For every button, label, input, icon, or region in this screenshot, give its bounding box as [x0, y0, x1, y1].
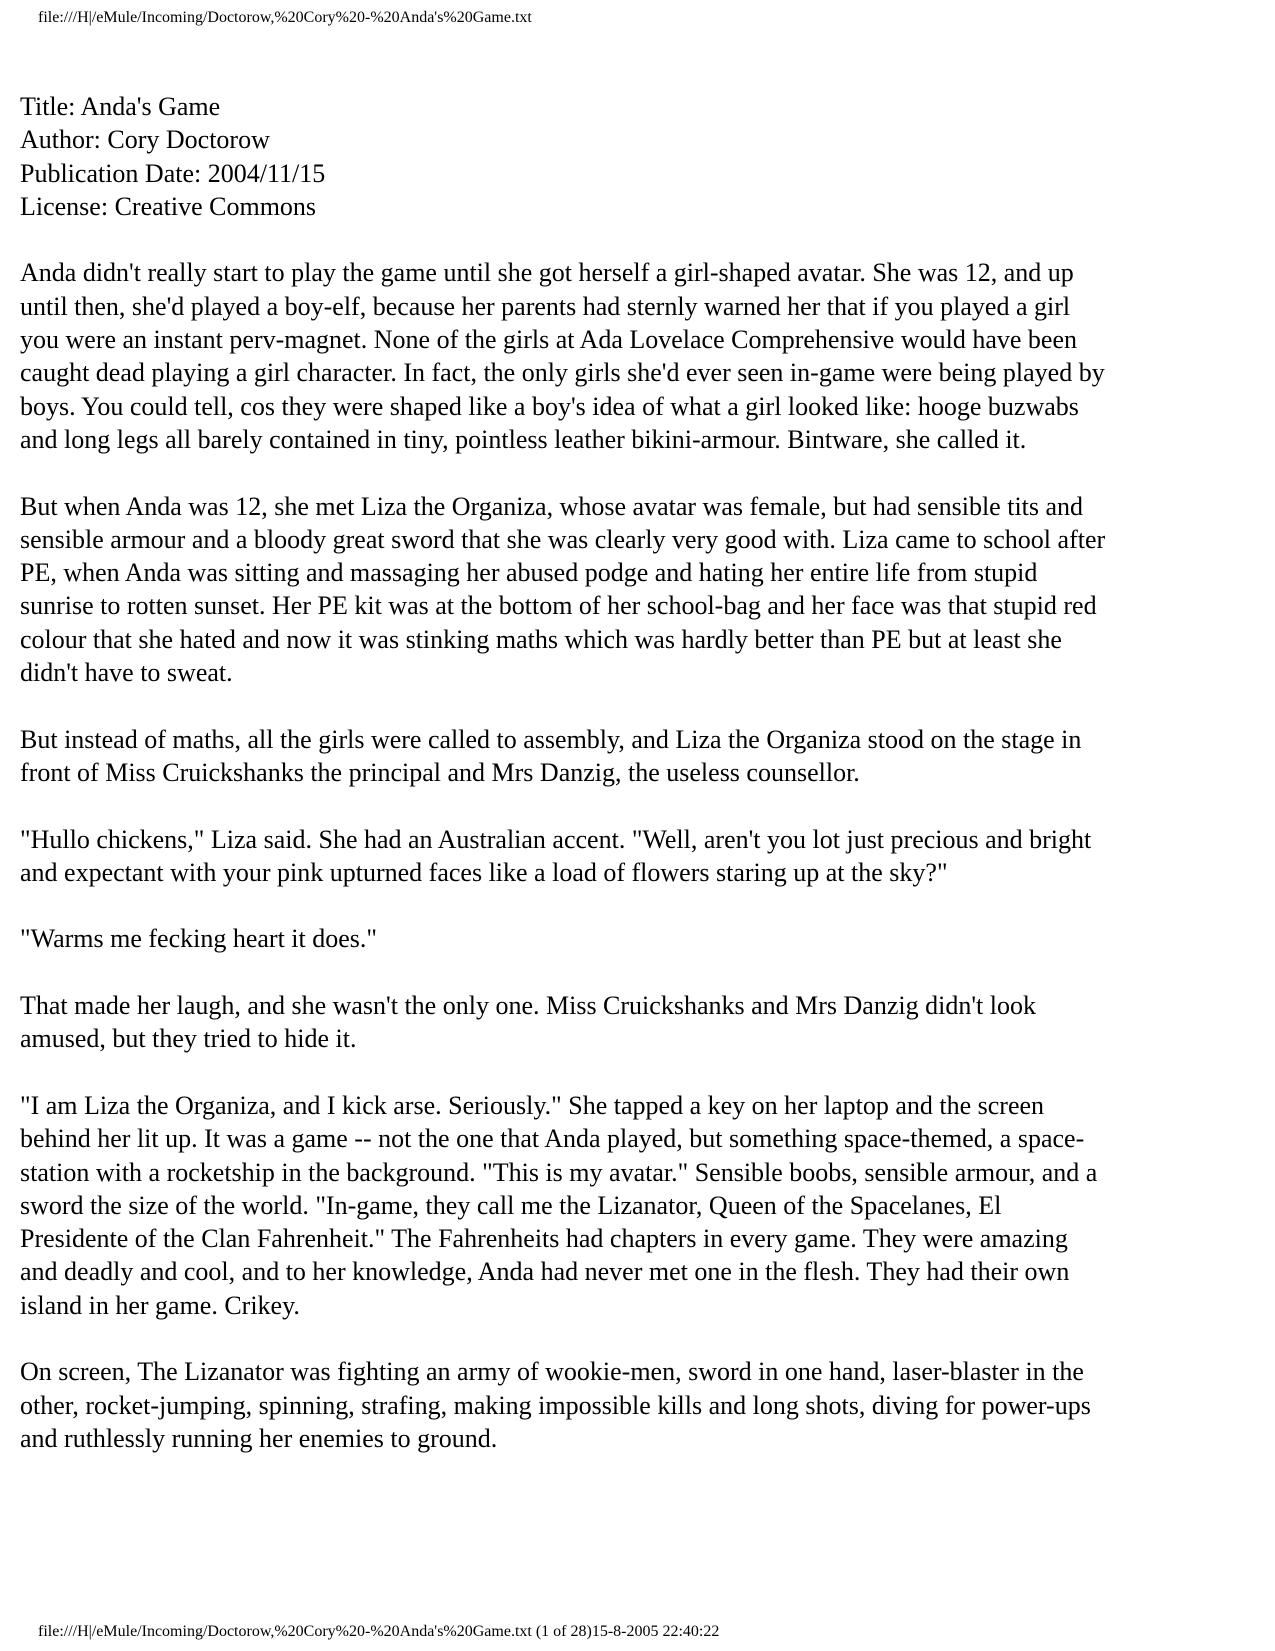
paragraph-line: didn't have to sweat.: [20, 658, 233, 688]
story-paragraph: [20, 989, 1255, 1056]
paragraph-line: colour that she hated and now it was stinking maths which was hardly better than PE but at least she: [20, 624, 1062, 654]
story-paragraph: [20, 490, 1255, 690]
paragraph-line: But when Anda was 12, she met Liza the Organiza, whose avatar was female, but had sensible tits and: [20, 491, 1084, 521]
document-body: [20, 90, 1255, 1488]
document-title: Title: Anda's Game: [20, 92, 221, 121]
paragraph-line: Anda didn't really start to play the game until she got herself a girl-shaped avatar. She was 12, and up: [20, 258, 1074, 288]
paragraph-line: island in her game. Crikey.: [20, 1290, 300, 1320]
document-license: License: Creative Commons: [20, 191, 317, 221]
paragraph-line: sword the size of the world. "In-game, they call me the Lizanator, Queen of the Spacelanes, El: [20, 1190, 1002, 1220]
story-paragraph: [20, 256, 1255, 456]
paragraph-line: sensible armour and a bloody great sword that she was clearly very good with. Liza came to school after: [20, 524, 1106, 554]
paragraph-line: amused, but they tried to hide it.: [20, 1024, 357, 1054]
paragraph-line: "I am Liza the Organiza, and I kick arse. Seriously." She tapped a key on her laptop and the screen: [20, 1090, 1045, 1120]
paragraph-line: "Hullo chickens," Liza said. She had an Australian accent. "Well, aren't you lot just precious and bright: [20, 824, 1092, 854]
document-publication-date: Publication Date: 2004/11/15: [20, 158, 326, 188]
paragraph-line: until then, she'd played a boy-elf, because her parents had sternly warned her that if you played a girl: [20, 291, 1071, 321]
document-metadata: [20, 90, 1255, 223]
story-paragraph: [20, 1089, 1255, 1322]
paragraph-line: "Warms me fecking heart it does.": [20, 924, 378, 954]
story-paragraph: [20, 823, 1255, 890]
paragraph-line: Presidente of the Clan Fahrenheit." The Fahrenheits had chapters in every game. They were amazing: [20, 1224, 1068, 1254]
paragraph-line: and long legs all barely contained in tiny, pointless leather bikini-armour. Bintware, she called it.: [20, 424, 1027, 454]
paragraph-line: front of Miss Cruickshanks the principal and Mrs Danzig, the useless counsellor.: [20, 757, 860, 787]
paragraph-line: station with a rocketship in the background. "This is my avatar." Sensible boobs, sensible armour, and a: [20, 1157, 1098, 1187]
paragraph-line: caught dead playing a girl character. In fact, the only girls she'd ever seen in-game were being played by: [20, 358, 1105, 388]
document-author: Author: Cory Doctorow: [20, 125, 270, 155]
paragraph-line: PE, when Anda was sitting and massaging her abused podge and hating her entire life from stupid: [20, 558, 1038, 588]
story-paragraph: [20, 723, 1255, 790]
paragraph-line: other, rocket-jumping, spinning, strafing, making impossible kills and long shots, diving for power-ups: [20, 1390, 1091, 1420]
paragraph-line: you were an instant perv-magnet. None of the girls at Ada Lovelace Comprehensive would have been: [20, 325, 1077, 355]
paragraph-line: On screen, The Lizanator was fighting an army of wookie-men, sword in one hand, laser-blaster in the: [20, 1357, 1084, 1387]
paragraph-line: behind her lit up. It was a game -- not the one that Anda played, but something space-themed, a space-: [20, 1124, 1085, 1154]
story-paragraph: [20, 1355, 1255, 1455]
print-footer: file:///H|/eMule/Incoming/Doctorow,%20Cory%20-%20Anda's%20Game.txt (1 of 28)15-8-2005 22:40:22: [38, 1623, 720, 1640]
story-text: [20, 256, 1255, 1455]
paragraph-line: and expectant with your pink upturned faces like a load of flowers staring up at the sky?": [20, 857, 948, 887]
paragraph-line: But instead of maths, all the girls were called to assembly, and Liza the Organiza stood on the stage in: [20, 724, 1082, 754]
paragraph-line: and ruthlessly running her enemies to ground.: [20, 1423, 498, 1453]
paragraph-line: and deadly and cool, and to her knowledge, Anda had never met one in the flesh. They had their own: [20, 1257, 1070, 1287]
print-header-url: file:///H|/eMule/Incoming/Doctorow,%20Cory%20-%20Anda's%20Game.txt: [38, 9, 532, 26]
paragraph-line: sunrise to rotten sunset. Her PE kit was at the bottom of her school-bag and her face was that stupid red: [20, 591, 1097, 621]
paragraph-line: That made her laugh, and she wasn't the only one. Miss Cruickshanks and Mrs Danzig didn't look: [20, 991, 1036, 1021]
story-paragraph: [20, 922, 1255, 955]
paragraph-line: boys. You could tell, cos they were shaped like a boy's idea of what a girl looked like: hooge buzwabs: [20, 391, 1079, 421]
